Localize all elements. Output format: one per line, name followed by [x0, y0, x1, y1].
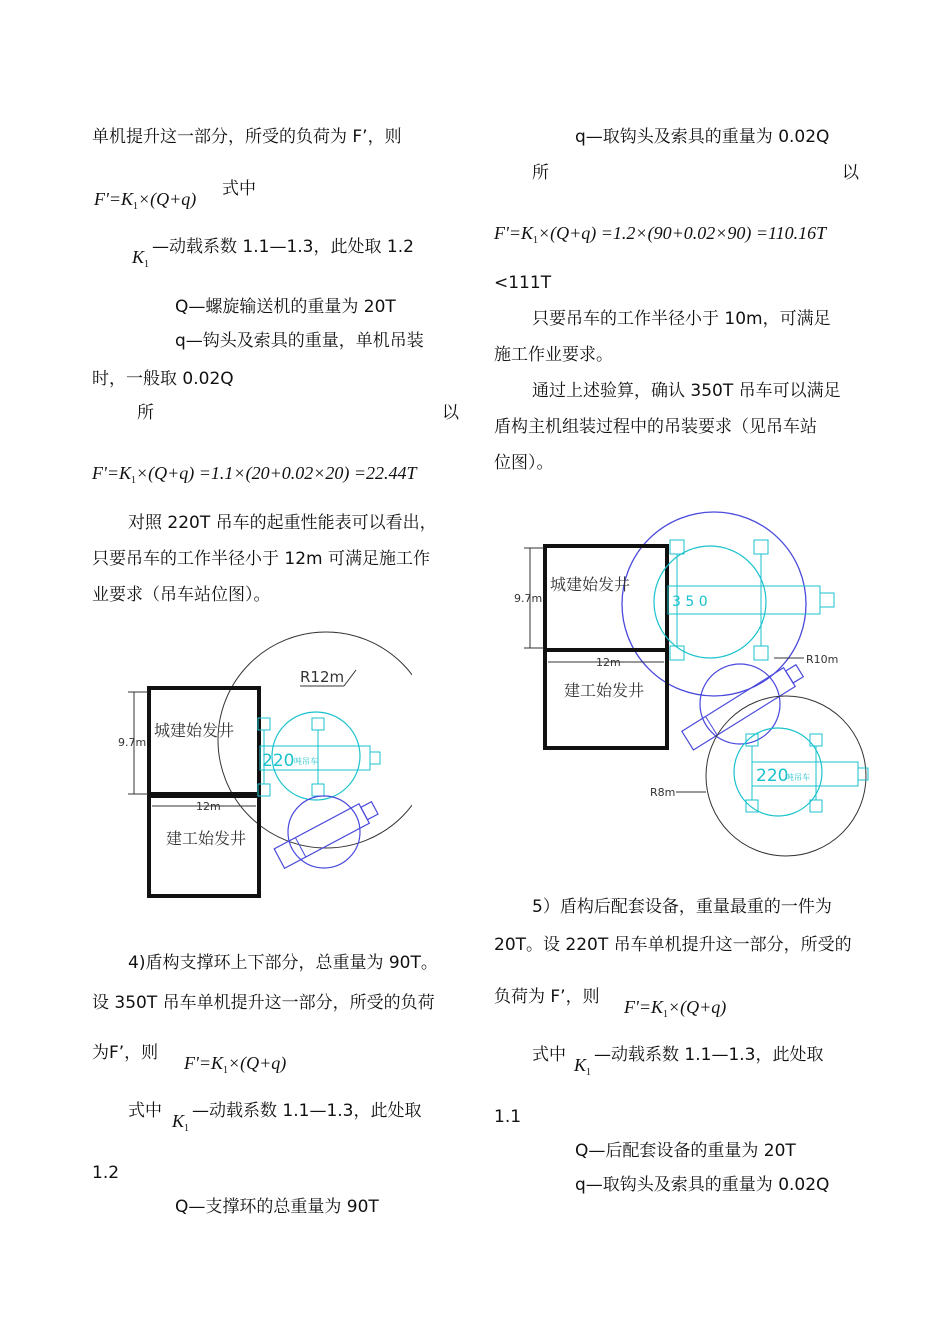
formula-subscript: 1	[533, 235, 538, 246]
right-q2-desc: q—取钩头及索具的重量为 0.02Q	[575, 1175, 830, 1195]
right-value-1-1: 1.1	[494, 1107, 522, 1127]
left-value-1-2: 1.2	[92, 1163, 120, 1183]
radius-circle	[218, 632, 412, 848]
right-lt111: <111T	[494, 273, 552, 293]
outrigger-pad	[312, 784, 324, 796]
outrigger-pad	[670, 540, 684, 554]
well-top-box	[149, 688, 259, 794]
right-paragraph-2-line-3: 位图）。	[494, 453, 554, 473]
right-paragraph-3-line-1: 5）盾构后配套设备，重量最重的一件为	[532, 897, 832, 917]
right-paragraph-2-line-1: 通过上述验算，确认 350T 吊车可以满足	[532, 381, 841, 401]
right-paragraph-3-line-3: 负荷为 F’，则	[494, 987, 600, 1007]
auxiliary-crane-cab	[786, 665, 804, 683]
right-paragraph-2-line-2: 盾构主机组装过程中的吊装要求（见吊车站	[494, 417, 817, 437]
left-q-desc-1: q—钩头及索具的重量，单机吊装	[175, 331, 424, 351]
left-paragraph-2-line-1: 对照 220T 吊车的起重性能表可以看出，	[128, 513, 437, 533]
left-k1b-desc: —动载系数 1.1—1.3，此处取	[192, 1101, 422, 1121]
radius-small-label: R8m	[650, 786, 676, 799]
auxiliary-crane-cab	[361, 802, 378, 820]
width-dimension-label: 12m	[196, 800, 221, 813]
right-paragraph-1-line-1: 只要吊车的工作半径小于 10m，可满足	[532, 309, 831, 329]
outrigger-pad	[754, 646, 768, 660]
left-yi: 以	[442, 403, 459, 423]
formula-subscript: 1	[663, 1009, 668, 1020]
crane-220-small-label: 吨吊车	[786, 773, 810, 782]
width-dimension-label: 12m	[596, 656, 621, 669]
right-shizhong: 式中	[532, 1045, 566, 1065]
formula-subscript: 1	[133, 201, 138, 212]
formula-tail: ×(Q+q) =1.2×(90+0.02×90) =110.16T	[538, 223, 827, 243]
right-paragraph-3-line-2: 20T。设 220T 吊车单机提升这一部分，所受的	[494, 935, 852, 955]
formula-expr: F'=K	[94, 189, 133, 209]
formula-subscript: 1	[131, 475, 136, 486]
formula-expr: F'=K	[494, 223, 533, 243]
crane-350-label: 3 5 0	[672, 594, 708, 610]
crane-350-swing-circle	[654, 546, 766, 658]
left-suo: 所	[137, 403, 154, 423]
crane-220-label: 220	[262, 751, 295, 771]
crane-220-cab	[370, 752, 380, 764]
well-bottom-label: 建工始发井	[564, 681, 645, 700]
left-Q2-desc: Q—支撑环的总重量为 90T	[175, 1197, 379, 1217]
formula-subscript: 1	[223, 1065, 228, 1076]
formula-expr: F'=K	[624, 997, 663, 1017]
formula-tail: ×(Q+q)	[668, 997, 727, 1017]
outrigger-pad	[312, 718, 324, 730]
right-formula-2	[624, 996, 726, 1026]
outrigger-pad	[754, 540, 768, 554]
radius-big-label: R10m	[806, 653, 839, 666]
auxiliary-crane-body	[274, 798, 380, 868]
well-top-box	[545, 546, 667, 650]
formula-tail: ×(Q+q)	[228, 1053, 287, 1073]
left-paragraph-2-line-2: 只要吊车的工作半径小于 12m 可满足施工作	[92, 549, 430, 569]
left-q-desc-2: 时，一般取 0.02Q	[92, 369, 234, 389]
auxiliary-crane-circle	[288, 796, 360, 868]
radius-pointer	[344, 670, 356, 686]
crane-position-diagram-220t	[112, 630, 412, 900]
left-paragraph-2-line-3: 业要求（吊车站位图）。	[92, 585, 271, 605]
k1-subscript: 1	[144, 259, 150, 270]
left-k1b-symbol	[172, 1110, 189, 1140]
right-q-desc: q—取钩头及索具的重量为 0.02Q	[575, 127, 830, 147]
k1-letter: K	[172, 1111, 185, 1131]
crane-position-diagram-350t	[510, 508, 870, 860]
outrigger-pad	[810, 800, 822, 812]
k1-letter: K	[132, 247, 145, 267]
right-formula-1	[494, 222, 826, 252]
right-suo: 所	[532, 163, 549, 183]
left-formula-1	[94, 188, 196, 218]
auxiliary-crane-rect	[682, 668, 795, 750]
well-top-label: 城建始发井	[154, 721, 235, 740]
left-formula-2	[92, 462, 417, 492]
right-Q-desc: Q—后配套设备的重量为 20T	[575, 1141, 796, 1161]
left-formula-3	[184, 1052, 286, 1082]
formula-tail: ×(Q+q)	[138, 189, 197, 209]
right-k1-symbol	[574, 1054, 591, 1084]
auxiliary-crane-divider	[295, 838, 305, 857]
crane-220-label: 220	[756, 766, 789, 786]
k1-letter: K	[574, 1055, 587, 1075]
formula-expr: F'=K	[184, 1053, 223, 1073]
formula-expr: F'=K	[92, 463, 131, 483]
left-paragraph-1: 单机提升这一部分，所受的负荷为 F’，则	[92, 127, 402, 147]
crane-220-small-label: 吨吊车	[294, 757, 318, 766]
crane-350-cab	[820, 593, 834, 607]
right-paragraph-1-line-2: 施工作业要求。	[494, 345, 613, 365]
right-yi: 以	[842, 163, 859, 183]
crane-350-radius-circle	[622, 512, 806, 696]
k1-subscript: 1	[586, 1067, 592, 1078]
radius-label: R12m	[300, 668, 345, 686]
k1-subscript: 1	[184, 1123, 190, 1134]
left-paragraph-3-line-3: 为F’，则	[92, 1043, 159, 1063]
outrigger-pad	[670, 646, 684, 660]
left-shizhong: 式中	[128, 1101, 162, 1121]
right-k1-desc: —动载系数 1.1—1.3，此处取	[594, 1045, 824, 1065]
well-bottom-label: 建工始发井	[166, 829, 247, 848]
left-k1-symbol	[132, 246, 149, 276]
left-paragraph-3-line-1: 4)盾构支撑环上下部分，总重量为 90T。	[128, 953, 438, 973]
left-paragraph-3-line-2: 设 350T 吊车单机提升这一部分，所受的负荷	[92, 993, 435, 1013]
height-dimension-label: 9.7m	[514, 592, 543, 605]
left-k1-desc: —动载系数 1.1—1.3，此处取 1.2	[152, 237, 414, 257]
well-top-label: 城建始发井	[550, 575, 631, 594]
left-Q-desc: Q—螺旋输送机的重量为 20T	[175, 297, 396, 317]
crane-220-cab	[858, 768, 868, 780]
formula-tail: ×(Q+q) =1.1×(20+0.02×20) =22.44T	[136, 463, 417, 483]
height-dimension-label: 9.7m	[118, 736, 147, 749]
left-formula-1-suffix: 式中	[222, 179, 256, 199]
